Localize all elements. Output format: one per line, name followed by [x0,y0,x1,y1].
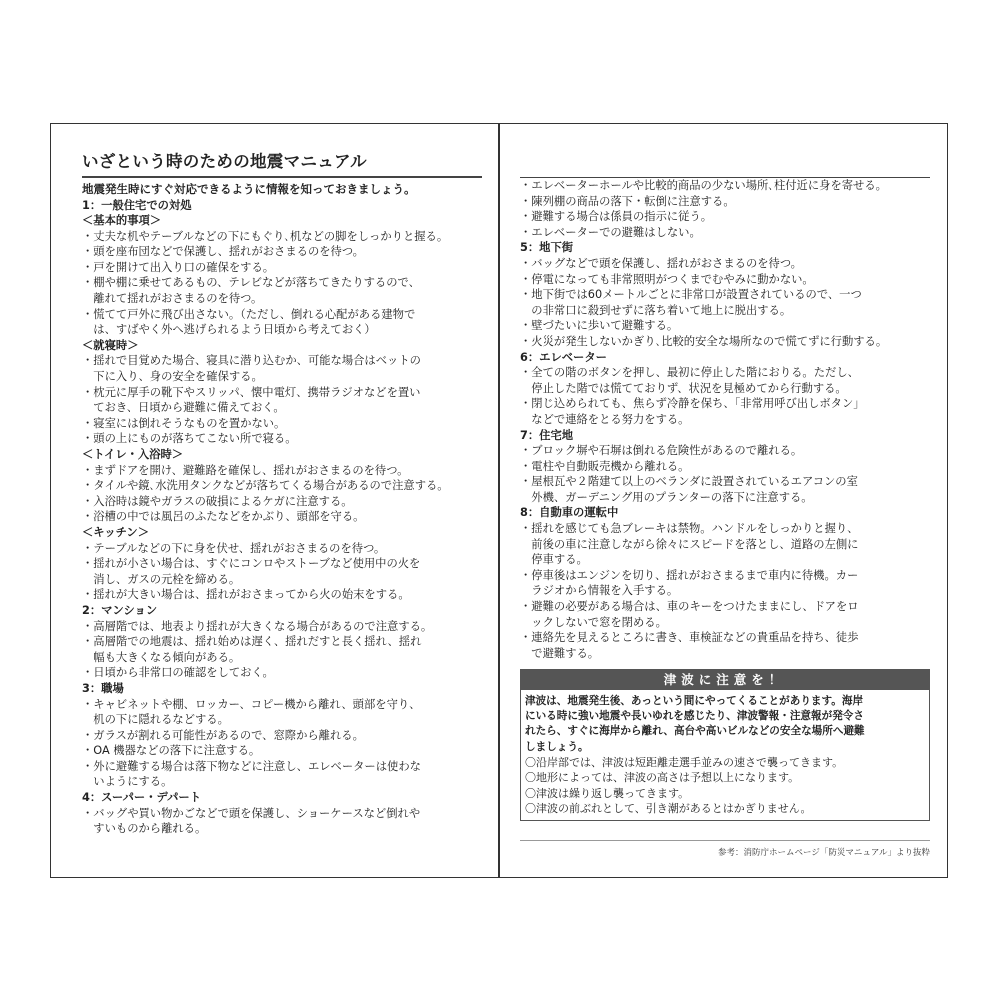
text-line: ・外に避難する場合は落下物などに注意し、エレベーターは使わな [82,759,421,773]
text-line: ・まずドアを開け、避難路を確保し、揺れがおさまるのを待つ。 [82,463,409,477]
tsunami-bold-line: にいる時に強い地震や長いゆれを感じたり、津波警報・注意報が発令さ [525,710,864,723]
text-line: ・丈夫な机やテーブルなどの下にもぐり､机などの脚をしっかりと握る。 [82,229,449,243]
text-line: ・棚や棚に乗せてあるもの、テレビなどが落ちてきたりするので、 [82,276,420,290]
subsection-heading: ＜トイレ・入浴時＞ [82,448,184,461]
text-line: ・高層階では、地表より揺れが大きくなる場合があるので注意する。 [82,619,433,633]
text-line: ・連絡先を見えるところに書き、車検証などの貴重品を持ち、徒歩 [520,631,859,645]
text-line: は、すばやく外へ逃げられるよう日頃から考えておく） [82,323,376,337]
text-line: ・浴槽の中では風呂のふたなどをかぶり、頭部を守る。 [82,510,365,524]
text-line: ・テーブルなどの下に身を伏せ、揺れがおさまるのを待つ。 [82,541,386,555]
text-line: で避難する。 [520,646,600,660]
tsunami-bold-line: しましょう。 [525,740,589,753]
text-line: ・陳列棚の商品の落下・転倒に注意する。 [520,194,735,208]
text-line: ・避難する場合は係員の指示に従う。 [520,210,713,224]
page-title: いざという時のための地震マニュアル [82,150,482,178]
text-line: ・停電になっても非常照明がつくまでむやみに動かない。 [520,272,814,286]
text-line: ・バッグなどで頭を保護し、揺れがおさまるのを待つ。 [520,256,802,270]
text-line: ・タイルや鏡､水洗用タンクなどが落ちてくる場合があるので注意する。 [82,479,449,493]
text-line: ・バッグや買い物かごなどで頭を保護し、ショーケースなど倒れや [82,806,421,820]
text-line: ・地下街では60メートルごとに非常口が設置されているので、一つ [520,288,862,302]
text-line: などで連絡をとる努力をする。 [520,412,690,426]
text-line: ・火災が発生しないかぎり､比較的安全な場所なので慌てずに行動する。 [520,334,888,348]
text-line: ・寝室には倒れそうなものを置かない。 [82,416,286,430]
text-line: ・揺れが大きい場合は、揺れがおさまってから火の始末をする。 [82,588,410,602]
text-line: ・キャビネットや棚、ロッカー、コピー機から離れ、頭部を守り、 [82,697,421,711]
left-page-lines [82,198,482,837]
text-line: ・閉じ込められても、焦らず冷静を保ち、「非常用呼び出しボタン」 [520,397,865,411]
tsunami-point: 〇津波は繰り返し襲ってきます。 [525,786,690,800]
text-line: ・OA 機器などの落下に注意する。 [82,744,261,758]
text-line: ラジオから情報を入手する。 [520,584,679,598]
text-line: ・電柱や自動販売機から離れる。 [520,459,690,473]
source-rule [520,840,930,841]
section-heading: 6：エレベーター [520,350,607,364]
text-line: ・壁づたいに歩いて避難する。 [520,319,679,333]
text-line: ・高層階での地震は、揺れ始めは遅く、揺れだすと長く揺れ、揺れ [82,635,422,649]
text-line: ・慌てて戸外に飛び出さない。（ただし、倒れる心配がある建物で [82,307,416,321]
text-line: 幅も大きくなる傾向がある。 [82,650,241,664]
subsection-heading: ＜キッチン＞ [82,525,149,539]
tsunami-point: 〇沿岸部では、津波は短距離走選手並みの速さで襲ってきます。 [525,755,844,769]
text-line: ておき、日頃から避難に備えておく。 [82,401,285,415]
text-line: ・揺れが小さい場合は、すぐにコンロやストーブなど使用中の火を [82,557,421,571]
section-heading: 1：一般住宅での対処 [82,198,192,212]
text-line: 机の下に隠れるなどする。 [82,713,229,727]
tsunami-bold-line: 津波は、地震発生後、あっという間にやってくることがあります。海岸 [525,695,864,707]
text-line: ・入浴時は鏡やガラスの破損によるケガに注意する。 [82,494,353,508]
text-line: の非常口に殺到せずに落ち着いて地上に脱出する。 [520,303,792,317]
tsunami-warning-box [520,669,930,821]
section-heading: 2：マンション [82,603,158,617]
text-line: ・ブロック塀や石塀は倒れる危険性があるので離れる。 [520,444,803,458]
section-heading: 4：スーパー・デパート [82,791,202,805]
section-heading: 7：住宅地 [520,428,574,442]
text-line: ・日頃から非常口の確認をしておく。 [82,666,274,680]
text-line: 前後の車に注意しながら徐々にスピードを落とし、道路の左側に [520,537,859,551]
section-heading: 5：地下街 [520,241,574,255]
subsection-heading: ＜就寝時＞ [82,338,139,352]
text-line: ・エレベーターホールや比較的商品の少ない場所､柱付近に身を寄せる。 [520,179,887,192]
text-line: ・戸を開けて出入り口の確保をする。 [82,260,275,274]
text-line: ・ガラスが割れる可能性があるので、窓際から離れる。 [82,728,364,742]
text-line: ・屋根瓦や２階建て以上のベランダに設置されているエアコンの室 [520,475,858,489]
text-line: ックしないで窓を閉める。 [520,615,667,629]
subsection-heading: ＜基本的事項＞ [82,214,162,228]
text-line: ・停車後はエンジンを切り、揺れがおさまるまで車内に待機。カー [520,568,859,582]
tsunami-body [521,690,929,820]
left-page [82,150,482,837]
text-line: ・揺れを感じても急ブレーキは禁物。ハンドルをしっかりと握り、 [520,522,859,536]
right-page-lines [520,178,930,661]
intro-text: 地震発生時にすぐ対応できるように情報を知っておきましょう。 [82,182,416,196]
section-heading: 8：自動車の運転中 [520,506,619,520]
tsunami-title: 津波に注意を！ [521,670,929,690]
text-line: ・避難の必要がある場合は、車のキーをつけたままにし、ドアをロ [520,600,859,614]
tsunami-bold-line: れたら、すぐに海岸から離れ、高台や高いビルなどの安全な場所へ避難 [525,725,865,738]
source-note: 参考：消防庁ホームページ「防災マニュアル」より抜粋 [718,848,930,858]
text-line: ・頭を座布団などで保護し、揺れがおさまるのを待つ。 [82,245,364,259]
text-line: 外機、ガーデニング用のプランターの落下に注意する。 [520,490,813,504]
section-heading: 3：職場 [82,681,124,695]
book-gutter [498,124,500,877]
tsunami-point: 〇地形によっては、津波の高さは予想以上になります。 [525,771,800,785]
text-line: 離れて揺れがおさまるのを待つ。 [82,292,263,306]
tsunami-point: 〇津波の前ぶれとして、引き潮があるとはかぎりません。 [525,802,812,816]
text-line: 下に入り、身の安全を確保する。 [82,370,263,384]
text-line: ・頭の上にものが落ちてこない所で寝る。 [82,432,297,446]
text-line: ・エレベーターでの避難はしない。 [520,225,701,239]
text-line: 消し、ガスの元栓を締める。 [82,572,241,586]
text-line: いようにする。 [82,775,173,789]
text-line: ・揺れで目覚めた場合、寝具に潜り込むか、可能な場合はベットの [82,354,421,368]
text-line: 停止した階では慌てておりず、状況を見極めてから行動する。 [520,381,847,395]
text-line: すいものから離れる。 [82,822,207,836]
text-line: ・枕元に厚手の靴下やスリッパ、懐中電灯、携帯ラジオなどを置い [82,385,421,399]
text-line: ・全ての階のボタンを押し、最初に停止した階におりる。ただし、 [520,366,859,380]
right-page [520,178,930,661]
text-line: 停車する。 [520,553,588,567]
